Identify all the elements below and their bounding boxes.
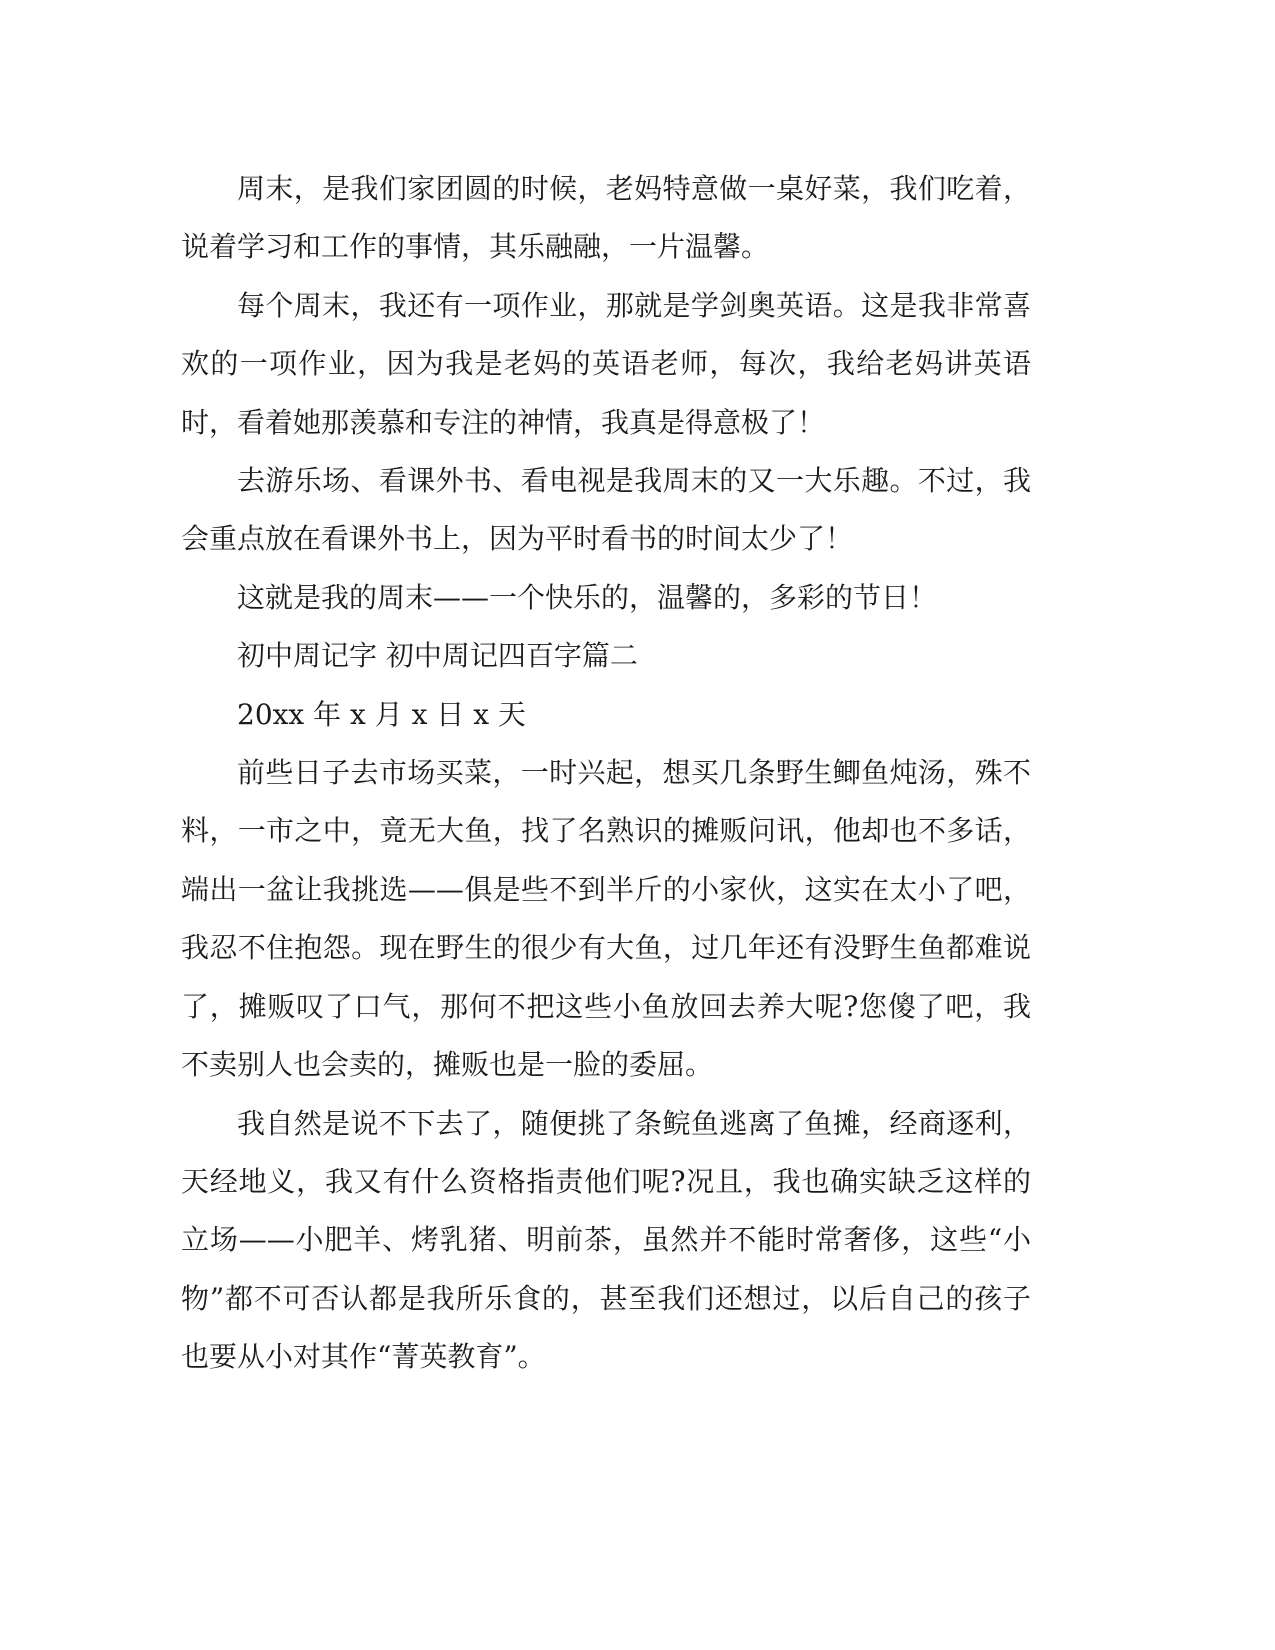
section-heading: 初中周记字 初中周记四百字篇二 [237,639,638,673]
entry-date: 20xx 年 x 月 x 日 x 天 [237,697,526,731]
document-body [181,160,1031,1387]
paragraph-weekend-fun: 去游乐场、看课外书、看电视是我周末的又一大乐趣。不过，我会重点放在看课外书上，因为平时看书的时间太少了！ [181,464,1031,556]
paragraph-english-homework: 每个周末，我还有一项作业，那就是学剑奥英语。这是我非常喜欢的一项作业，因为我是老妈的英语老师，每次，我给老妈讲英语时，看着她那羡慕和专注的神情，我真是得意极了！ [181,288,1031,439]
paragraph-reflection: 我自然是说不下去了，随便挑了条鲩鱼逃离了鱼摊，经商逐利，天经地义，我又有什么资格指责他们呢?况且，我也确实缺乏这样的立场——小肥羊、烤乳猪、明前茶，虽然并不能时常奢侈，这些“小物”都不可否认都是我所乐食的，甚至我们还想过，以后自己的孩子也要从小对其作“菁英教育”。 [181,1106,1031,1374]
paragraph-weekend-summary: 这就是我的周末——一个快乐的，温馨的，多彩的节日！ [237,580,938,614]
paragraph-weekend-reunion: 周末，是我们家团圆的时候，老妈特意做一桌好菜，我们吃着，说着学习和工作的事情，其乐融融，一片温馨。 [181,172,1031,264]
paragraph-fish-market: 前些日子去市场买菜，一时兴起，想买几条野生鲫鱼炖汤，殊不料，一市之中，竟无大鱼，找了名熟识的摊贩问讯，他却也不多话，端出一盆让我挑选——俱是些不到半斤的小家伙，这实在太小了吧，我忍不住抱怨。现在野生的很少有大鱼，过几年还有没野生鱼都难说了，摊贩叹了口气，那何不把这些小鱼放回去养大呢?您傻了吧，我不卖别人也会卖的，摊贩也是一脸的委屈。 [181,756,1031,1082]
